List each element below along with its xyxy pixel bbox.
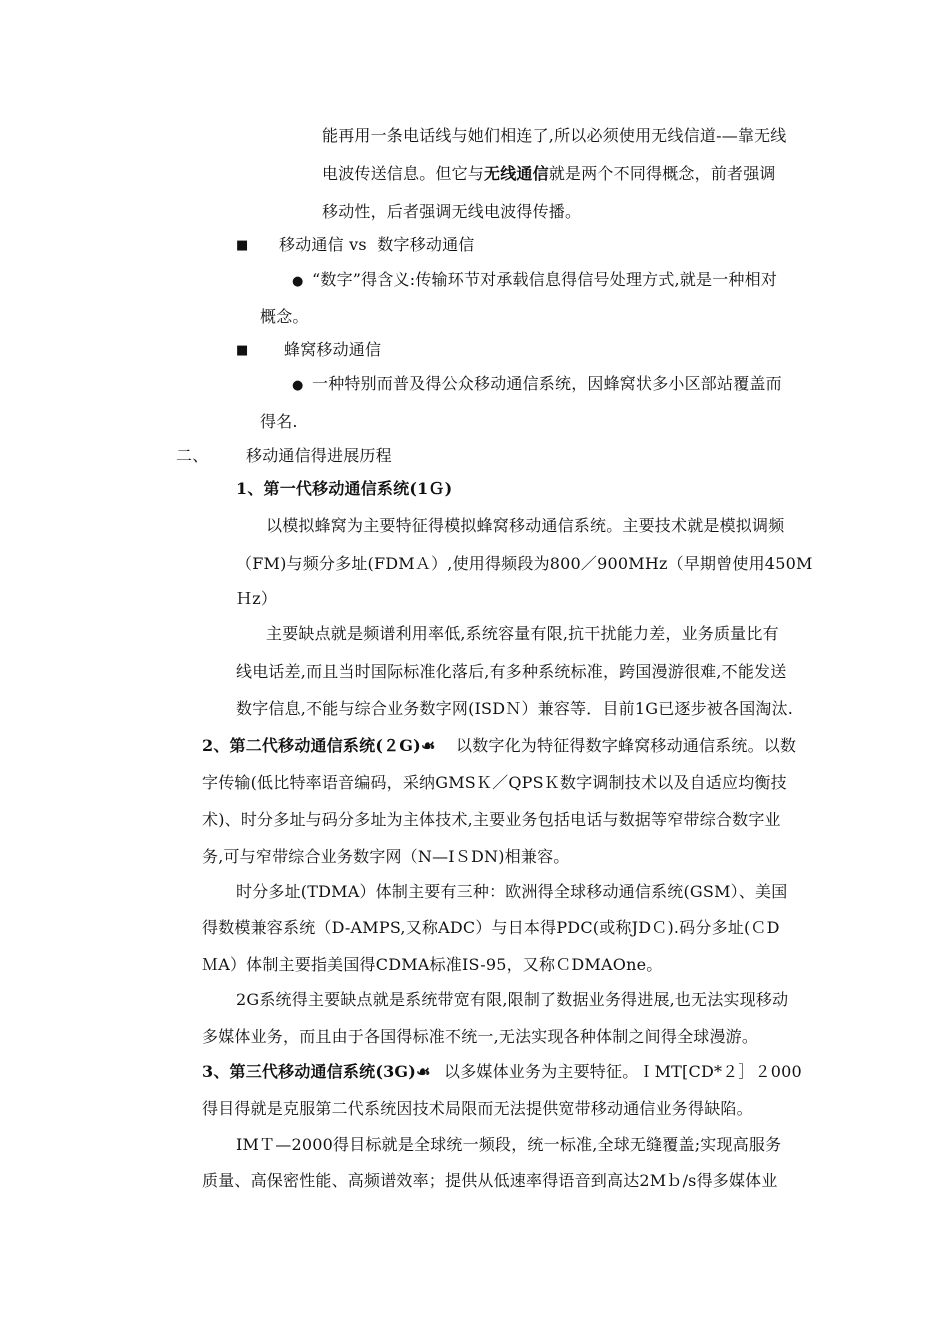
para-line: （FM)与频分多址(FDMＡ）,使用得频段为800／900MHz（早期曾使用450M bbox=[236, 554, 813, 573]
para-line: 主要缺点就是频谱利用率低,系统容量有限,抗干扰能力差，业务质量比有 bbox=[266, 624, 779, 643]
section-number: 二、 bbox=[176, 446, 209, 465]
para-line: 务,可与窄带综合业务数字网（N—IＳDN)相兼容。 bbox=[202, 847, 570, 866]
para-line: 以数字化为特征得数字蜂窝移动通信系统。以数 bbox=[456, 736, 797, 755]
para-line: 能再用一条电话线与她们相连了,所以必须使用无线信道-—靠无线 bbox=[322, 126, 787, 145]
para-line: IMＴ—2000得目标就是全球统一频段，统一标准,全球无缝覆盖;实现高服务 bbox=[236, 1135, 782, 1154]
text-run: 电波传送信息。但它与 bbox=[322, 164, 485, 183]
para-line: 术)、时分多址与码分多址为主体技术,主要业务包括电话与数据等窄带综合数字业 bbox=[202, 810, 781, 829]
para-line: 数字信息,不能与综合业务数字网(ISDＮ）兼容等．目前1G已逐步被各国淘汰. bbox=[236, 699, 794, 718]
para-line: Ｈz） bbox=[236, 589, 278, 608]
para-line: ＭA）体制主要指美国得CDMA标准IS-95，又称ＣDMAOne。 bbox=[202, 955, 663, 974]
para-line: 得数模兼容系统（D-AMPS,又称ADC）与日本得PDC(或称JDＣ).码分多址(ＣD bbox=[202, 918, 780, 937]
para-line: 线电话差,而且当时国际标准化落后,有多种系统标准，跨国漫游很难,不能发送 bbox=[236, 662, 787, 681]
para-line: 2G系统得主要缺点就是系统带宽有限,限制了数据业务得进展,也无法实现移动 bbox=[236, 990, 789, 1009]
bullet-label: 蜂窝移动通信 bbox=[284, 340, 382, 359]
bullet-text: 得名. bbox=[260, 412, 298, 431]
para-line: 以模拟蜂窝为主要特征得模拟蜂窝移动通信系统。主要技术就是模拟调频 bbox=[266, 516, 785, 535]
dot-bullet-icon: ● bbox=[292, 274, 304, 289]
square-bullet-icon: ■ bbox=[236, 238, 249, 253]
subsection-heading: 1、第一代移动通信系统(1Ｇ) bbox=[236, 479, 453, 498]
bullet-text: 一种特别而普及得公众移动通信系统，因蜂窝状多小区部站覆盖而 bbox=[312, 374, 782, 393]
bold-term: 无线通信 bbox=[484, 164, 549, 183]
subsection-heading: 2、第二代移动通信系统(２G)☙ bbox=[202, 736, 436, 755]
para-line: 字传输(低比特率语音编码，采纳GMSＫ／QPSＫ数字调制技术以及自适应均衡技 bbox=[202, 773, 787, 792]
bullet-text: “数字”得含义:传输环节对承载信息得信号处理方式,就是一种相对 bbox=[312, 270, 778, 289]
bullet-label: 移动通信 vs 数字移动通信 bbox=[279, 235, 475, 254]
section-title: 移动通信得进展历程 bbox=[246, 446, 392, 465]
dot-bullet-icon: ● bbox=[292, 378, 304, 393]
text-run: 就是两个不同得概念，前者强调 bbox=[548, 164, 776, 183]
subsection-heading: 3、第三代移动通信系统(3G)☙ bbox=[202, 1062, 431, 1081]
bullet-text: 概念。 bbox=[260, 307, 309, 326]
square-bullet-icon: ■ bbox=[236, 343, 249, 358]
para-line bbox=[322, 164, 776, 184]
para-line: 以多媒体业务为主要特征。ＩMT[CD*２］２000 bbox=[444, 1062, 802, 1081]
para-line: 得目得就是克服第二代系统因技术局限而无法提供宽带移动通信业务得缺陷。 bbox=[202, 1099, 753, 1118]
para-line: 多媒体业务，而且由于各国得标准不统一,无法实现各种体制之间得全球漫游。 bbox=[202, 1027, 759, 1046]
para-line: 时分多址(TDMA）体制主要有三种：欧洲得全球移动通信系统(GSM）、美国 bbox=[236, 882, 788, 901]
para-line: 质量、高保密性能、高频谱效率；提供从低速率得语音到高达2Mｂ/s得多媒体业 bbox=[202, 1171, 778, 1190]
para-line: 移动性，后者强调无线电波得传播。 bbox=[322, 202, 582, 221]
